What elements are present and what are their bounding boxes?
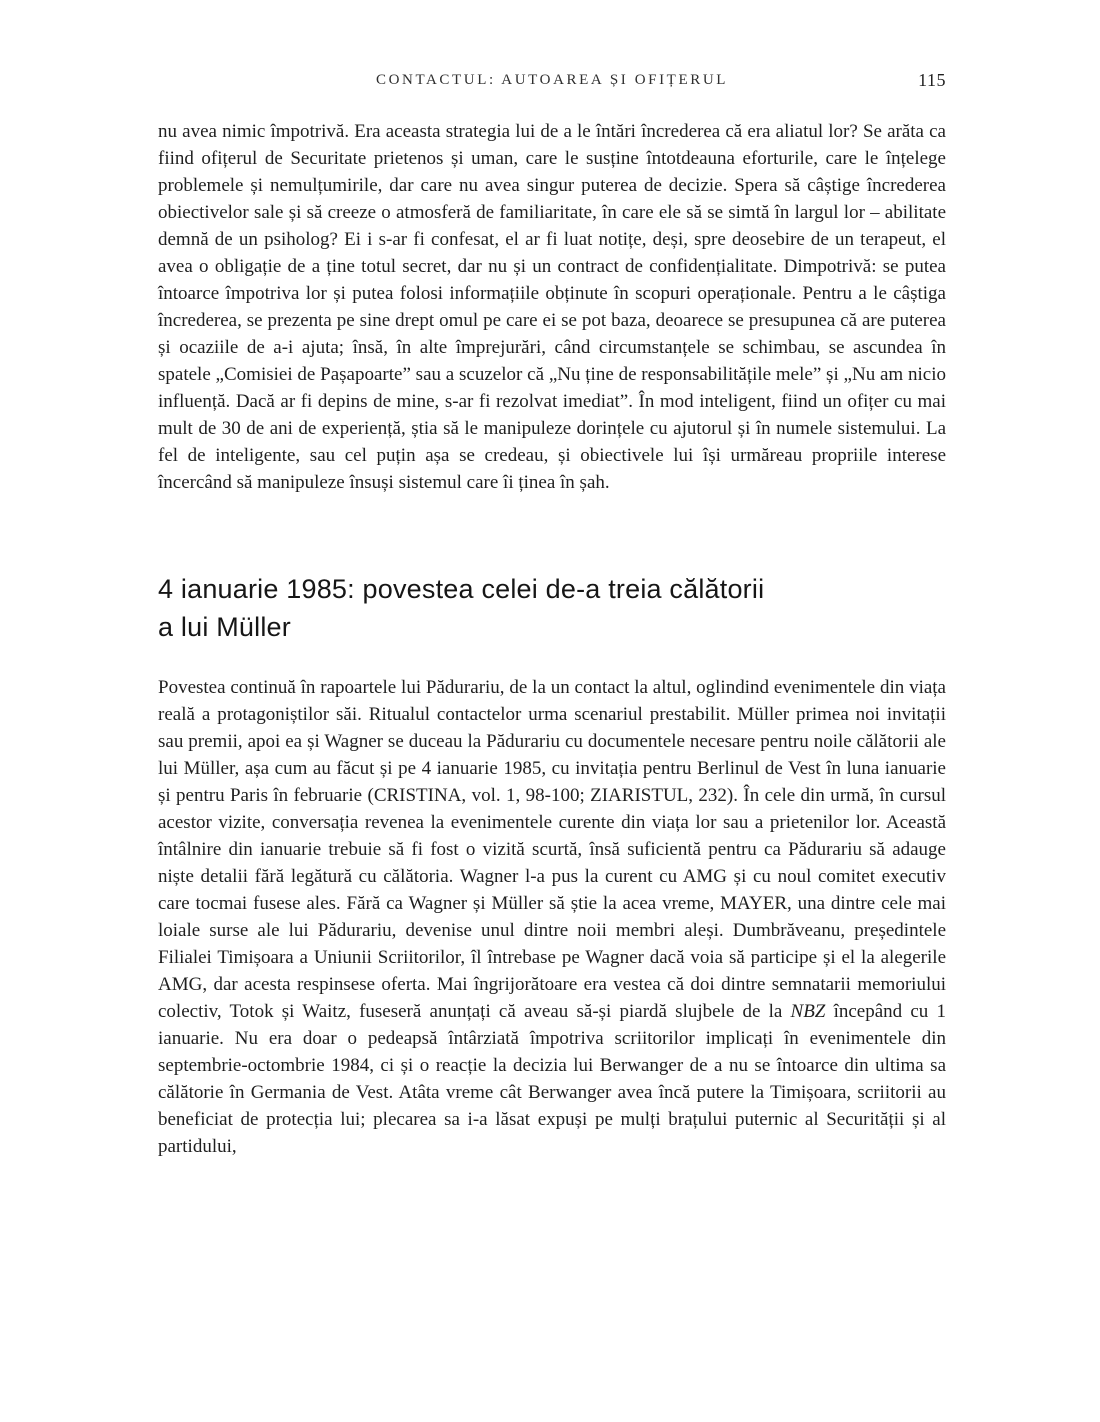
page-number: 115 (918, 70, 946, 90)
opening-paragraph: nu avea nimic împotrivă. Era aceasta strategia lui de a le întări încrederea că era aliatul lor? Se arăta ca fiind ofițerul de Securitate prietenos și uman, care le susține întotdeauna eforturile, care le înțelege problemele și nemulțumirile, dar care nu avea singur puterea de decizie. Spera să câștige încrederea obiectivelor sale și să creeze o atmosferă de familiaritate, în care ele să se simtă în largul lor – abilitate demnă de un psiholog? Ei i s-ar fi confesat, el ar fi luat notițe, deși, spre deosebire de un terapeut, el avea o obligație de a ține totul secret, dar nu și un contract de confidențialitate. Dimpotrivă: se putea întoarce împotriva lor și putea folosi informațiile obținute în scopuri operaționale. Pentru a le câștiga încrederea, se prezenta pe sine drept omul pe care ei se pot baza, deoarece se presupunea că are puterea și ocaziile de a-i ajuta; însă, în alte împrejurări, când circumstanțele se schimbau, se ascundea în spatele „Comisiei de Pașapoarte” sau a scuzelor că „Nu ține de responsabilitățile mele” și „Nu am nicio influență. Dacă ar fi depins de mine, s-ar fi rezolvat imediat”. În mod inteligent, fiind un ofițer cu mai mult de 30 de ani de experiență, știa să le manipuleze dorințele cu ajutorul și în numele sistemului. La fel de inteligente, sau cel puțin așa se credeau, și obiectivele lui își urmăreau propriile interese încercând să manipuleze însuși sistemul care îi ținea în șah. (158, 121, 946, 493)
body-paragraph (158, 674, 946, 1160)
text-block (158, 68, 946, 1160)
paragraph-text: începând cu 1 ianuarie. Nu era doar o pedeapsă întârziată împotriva scriitorilor implicați în evenimentele din septembrie-octombrie 1984, ci și o reacție la decizia lui Berwanger de a nu se întoarce din ultima sa călătorie în Germania de Vest. Atâta vreme cât Berwanger avea încă putere la Timișoara, scriitorii au beneficiat de protecția lui; plecarea sa i-a lăsat expuși pe mulți brațului puternic al Securității și al partidului, (158, 1001, 946, 1157)
section-heading-line1: 4 ianuarie 1985: povestea celei de-a treia călătorii (158, 574, 765, 604)
running-header-title: CONTACTUL: AUTOAREA ȘI OFIȚERUL (375, 72, 729, 88)
paragraph-text: Povestea continuă în rapoartele lui Pădurariu, de la un contact la altul, oglindind evenimentele din viața reală a protagoniștilor săi. Ritualul contactelor urma scenariul prestabilit. Müller primea noi invitații sau premii, apoi ea și Wagner se duceau la Pădurariu cu documentele necesare pentru noile călătorii ale lui Müller, așa cum au făcut și pe 4 ianuarie 1985, cu invitația pentru Berlinul de Vest în luna ianuarie și pentru Paris în februarie (CRISTINA, vol. 1, 98-100; ZIARISTUL, 232). În cele din urmă, în cursul acestor vizite, conversația revenea la evenimentele curente din viața lor sau a prietenilor lor. Această întâlnire din ianuarie trebuie să fi fost o vizită scurtă, însă suficientă pentru ca Pădurariu să adauge niște detalii fără legătură cu călătoria. Wagner l-a pus la curent cu AMG și cu noul comitet executiv care tocmai fusese ales. Fără ca Wagner și Müller să știe la acea vreme, MAYER, una dintre cele mai loiale surse ale lui Pădurariu, devenise unul dintre noii membri aleși. Dumbrăveanu, președintele Filialei Timișoara a Uniunii Scriitorilor, îl întrebase pe Wagner dacă voia să participe și el la alegerile AMG, dar acesta respinsese oferta. Mai îngrijorătoare era vestea că doi dintre semnatarii memoriului colectiv, Totok și Waitz, fuseseră anunțați că aveau să-și piardă slujbele de la (158, 677, 946, 1022)
section-heading-line2: a lui Müller (158, 612, 291, 642)
section-heading (158, 570, 946, 646)
journal-name-italic: NBZ (790, 1001, 826, 1022)
running-header (158, 68, 946, 92)
